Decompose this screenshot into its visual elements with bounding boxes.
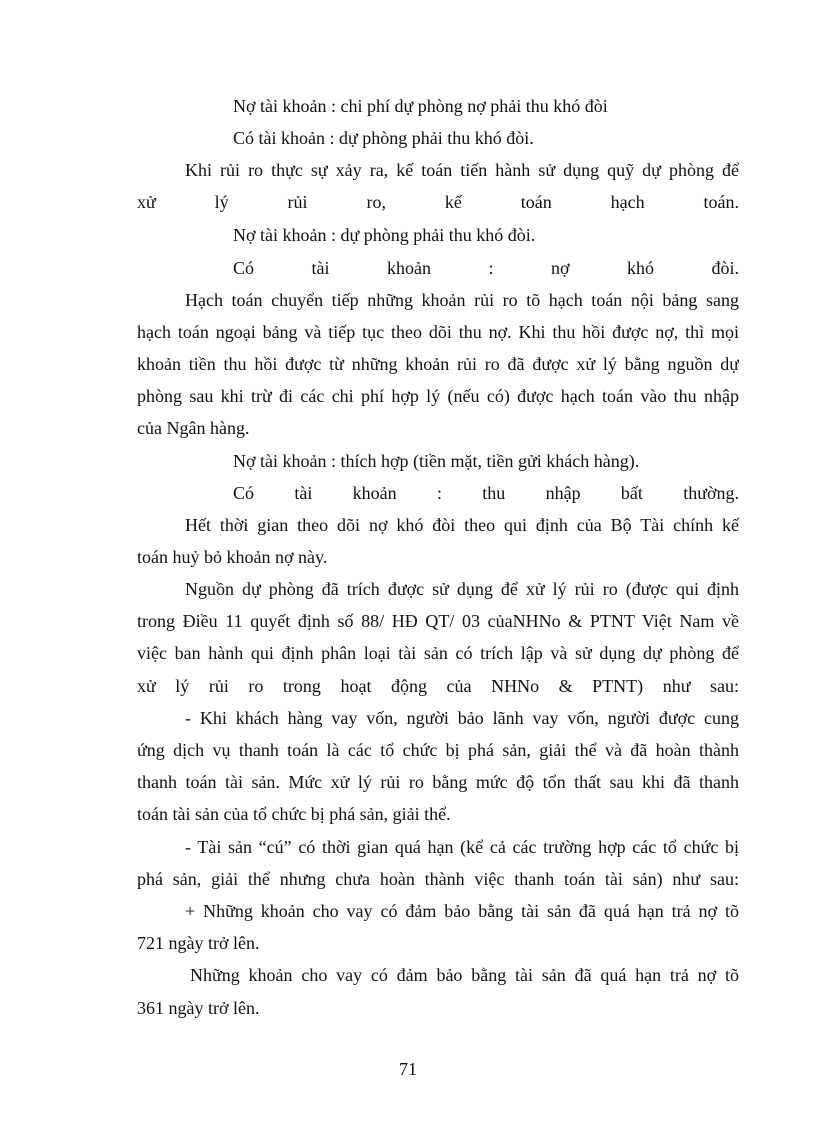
text-line: phòng sau khi trừ đi các chi phí hợp lý (nếu có) được hạch toán vào thu nhập: [137, 386, 739, 406]
text-line: trong Điều 11 quyết định số 88/ HĐ QT/ 03 củaNHNo & PTNT Việt Nam về: [137, 611, 739, 631]
text-line: Hạch toán chuyển tiếp những khoản rủi ro tõ hạch toán nội bảng sang: [185, 290, 739, 310]
text-line: Hết thời gian theo dõi nợ khó đòi theo qui định của Bộ Tài chính kế: [185, 515, 739, 535]
text-line: toán tài sản của tổ chức bị phá sản, giải thể.: [137, 804, 451, 824]
text-line: - Khi khách hàng vay vốn, người bảo lãnh vay vốn, người được cung: [185, 708, 739, 728]
text-line: Nợ tài khoản : dự phòng phải thu khó đòi.: [233, 225, 536, 245]
text-line: phá sản, giải thể nhưng chưa hoàn thành việc thanh toán tài sản) như sau:: [137, 869, 739, 889]
text-line: thanh toán tài sản. Mức xử lý rủi ro bằng mức độ tổn thất sau khi đã thanh: [137, 772, 739, 792]
text-line: + Những khoản cho vay có đảm bảo bằng tài sản đã quá hạn trả nợ tõ: [185, 901, 739, 921]
text-line: toán huỷ bỏ khoản nợ này.: [137, 547, 328, 567]
text-line: khoản tiền thu hồi được từ những khoản rủi ro đã được xử lý bằng nguồn dự: [137, 354, 739, 374]
text-line: xử lý rủi ro trong hoạt động của NHNo & PTNT) như sau:: [137, 676, 739, 696]
text-line: việc ban hành qui định phân loại tài sản có trích lập và sử dụng dự phòng để: [137, 643, 739, 663]
text-line: Có tài khoản : dự phòng phải thu khó đòi.: [233, 128, 534, 148]
text-line: của Ngân hàng.: [137, 418, 250, 438]
text-line: xử lý rủi ro, kế toán hạch toán.: [137, 192, 739, 212]
text-line: - Tài sản “cú” có thời gian quá hạn (kể cả các trường hợp các tổ chức bị: [185, 837, 739, 857]
text-line: Nguồn dự phòng đã trích được sử dụng để xử lý rủi ro (được qui định: [185, 579, 739, 599]
text-line: 361 ngày trở lên.: [137, 998, 260, 1018]
text-line: Có tài khoản : nợ khó đòi.: [233, 258, 739, 278]
text-line: Nợ tài khoản : chi phí dự phòng nợ phải thu khó đòi: [233, 96, 608, 116]
text-line: Những khoản cho vay có đảm bảo bằng tài sản đã quá hạn trả nợ tõ: [190, 965, 739, 985]
text-line: Có tài khoản : thu nhập bất thường.: [233, 483, 739, 503]
text-line: Khi rủi ro thực sự xảy ra, kế toán tiến hành sử dụng quỹ dự phòng để: [185, 160, 739, 180]
text-line: 721 ngày trở lên.: [137, 933, 260, 953]
text-line: Nợ tài khoản : thích hợp (tiền mặt, tiền gửi khách hàng).: [233, 451, 640, 471]
text-line: ứng dịch vụ thanh toán là các tổ chức bị phá sản, giải thể và đã hoàn thành: [137, 740, 739, 760]
page-number: 71: [399, 1059, 417, 1079]
text-line: hạch toán ngoại bảng và tiếp tục theo dõi thu nợ. Khi thu hồi được nợ, thì mọi: [137, 322, 739, 342]
